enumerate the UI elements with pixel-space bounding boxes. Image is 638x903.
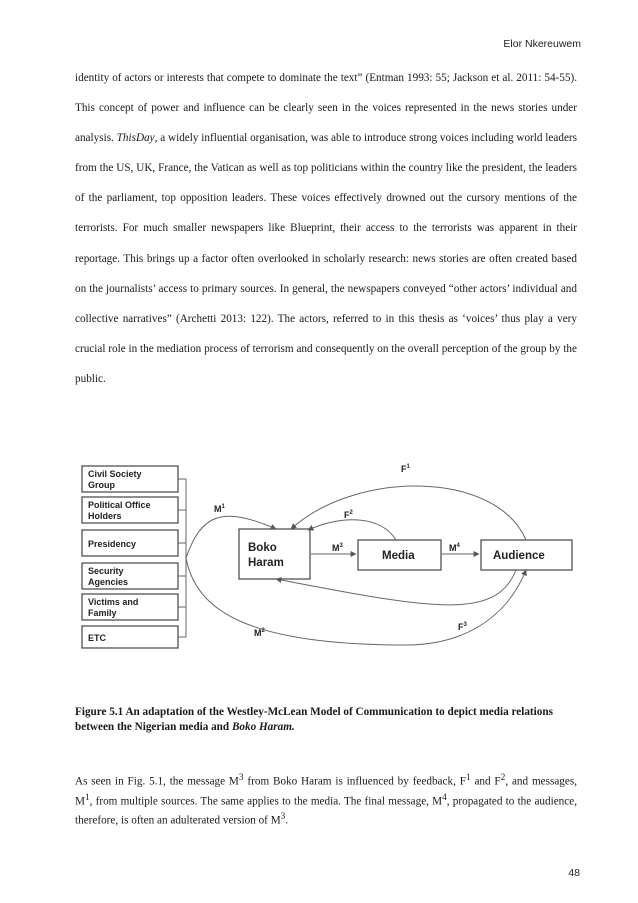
source-label-3a: Presidency — [88, 539, 137, 549]
label-m2: $M^2$ — [254, 628, 265, 638]
paragraph-1-italic-thisday: ThisDay — [116, 132, 155, 145]
source-label-4a: Security — [88, 566, 124, 576]
arrow-f2 — [308, 520, 396, 540]
node-boko-label-2: Haram — [248, 557, 284, 569]
p2-sup-2: 1 — [465, 773, 471, 783]
source-label-2b: Holders — [88, 511, 122, 521]
source-box-etc — [82, 626, 178, 648]
body-paragraph-1 — [75, 63, 577, 394]
sources-bracket — [178, 479, 186, 637]
p2-text-5: , from multiple sources. The same applies to the media. The final message, M — [89, 795, 443, 808]
p2-text-2: from Boko Haram is influenced by feedback, F — [243, 775, 466, 788]
node-audience — [481, 540, 572, 570]
figure-westley-mclean-model — [76, 460, 580, 650]
source-label-6a: ETC — [88, 633, 106, 643]
paragraph-1-text-a: identity of actors or interests that compete to dominate the text” (Entman 1993: 55; Jackson et al. 2011: 54-55). This concept of power and influence can be clearly seen in the voices represented in the news stories under analysis. — [75, 72, 577, 145]
source-box-political-office — [82, 497, 178, 523]
source-label-1a: Civil Society — [88, 469, 142, 479]
body-paragraph-2 — [75, 770, 577, 829]
label-f2: $F^2$ — [344, 510, 353, 520]
caption-italic-boko-haram: Boko Haram. — [231, 721, 295, 733]
source-box-civil-society — [82, 466, 178, 492]
arrow-f3 — [276, 570, 516, 605]
p2-sup-5: 4 — [442, 792, 447, 803]
p2-text-4: , and messages, M — [75, 775, 577, 808]
page-number: 48 — [568, 867, 580, 879]
paragraph-1-text-b: , a widely influential organisation, was able to introduce strong voices including world leaders from the US, UK, France, the Vatican as well as top politicians within the country like the president, the leaders of the parliament, top opposition leaders. These voices effectively drowned out the cursory mentions of the terrorists. For much smaller newspapers like Blueprint, their access to the terrorists was apparent in their reportage. This brings up a factor often overlooked in scholarly research: news stories are often created based on the journalists’ access to primary sources. In general, the newspapers conveyed “other actors’ individual and collective narratives” (Archetti 2013: 122). The actors, referred to in this thesis as ‘voices’ thus play a very crucial role in the mediation process of terrorism and consequently on the overall perception of the group by the public. — [75, 132, 577, 385]
source-label-2a: Political Office — [88, 500, 151, 510]
arrow-f1 — [291, 486, 526, 540]
label-m3: $M^3$ — [332, 543, 343, 553]
p2-sup-1: 3 — [238, 773, 244, 783]
source-label-4b: Agencies — [88, 577, 129, 587]
source-label-5b: Family — [88, 608, 117, 618]
node-boko-label-1: Boko — [248, 542, 277, 554]
caption-text: Figure 5.1 An adaptation of the Westley-McLean Model of Communication to depict media relations between the Nigerian media and — [75, 706, 553, 733]
node-audience-label: Audience — [493, 550, 545, 562]
node-boko-haram — [239, 529, 310, 579]
p2-text-7: . — [285, 815, 289, 828]
p2-text-6: , propagated to the audience, therefore, is often an adulterated version of M — [75, 795, 577, 828]
source-box-security-agencies — [82, 563, 178, 589]
source-box-victims-family — [82, 594, 178, 620]
model-diagram — [76, 460, 580, 650]
arrow-m2 — [186, 558, 526, 645]
source-box-presidency — [82, 530, 178, 556]
source-label-1b: Group — [88, 480, 115, 490]
source-label-5a: Victims and — [88, 597, 139, 607]
running-header-author: Elor Nkereuwem — [503, 38, 581, 50]
figure-caption — [75, 705, 577, 735]
node-media-label: Media — [382, 550, 415, 562]
p2-sup-6: 3 — [280, 812, 286, 823]
label-f1: $F^1$ — [401, 464, 410, 474]
node-media — [358, 540, 441, 570]
p2-text-1: As seen in Fig. 5.1, the message M — [75, 775, 239, 788]
p2-sup-3: 2 — [500, 773, 506, 783]
label-m4: $M^4$ — [449, 543, 460, 553]
label-f3: $F^3$ — [458, 622, 467, 632]
p2-sup-4: 1 — [84, 792, 90, 803]
p2-text-3: and F — [470, 775, 501, 788]
label-m1: $M^1$ — [214, 504, 225, 514]
